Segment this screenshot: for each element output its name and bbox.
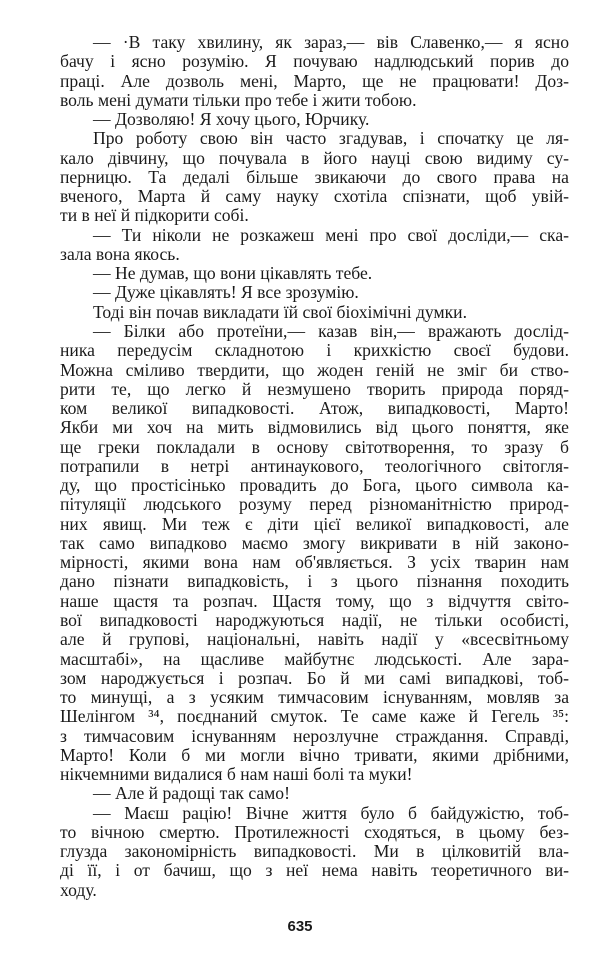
text-line: дано пізнати випадковість, і з цього пізнання походить — [60, 571, 569, 592]
text-line: Якби ми хоч на мить відмовились від цього поняття, яке — [60, 417, 569, 438]
text-line: зом народжується і розпач. Бо й ми самі випадкові, тоб- — [60, 667, 569, 688]
text-line: ком великої випадковості. Атож, випадковості, Марто! — [60, 398, 569, 419]
text-line: них явищ. Ми теж є діти цієї великої випадковості, але — [60, 513, 569, 534]
text-line: ника передусім складнотою і крихкістю своєї будови. — [60, 340, 569, 361]
text-line: ходу. — [60, 879, 97, 900]
text-line: — Ти ніколи не розкажеш мені про свої досліди,— ска- — [93, 224, 569, 245]
text-line: ти в неї й підкорити собі. — [60, 205, 249, 226]
text-line: воль мені думати тільки про тебе і жити тобою. — [60, 89, 417, 110]
text-line: ще греки покладали в основу світотворення, то зразу б — [60, 436, 569, 457]
text-line: вченого, Марта й саму науку схотіла спізнати, щоб увій- — [60, 186, 569, 207]
text-line: потрапили в нетрі антинаукового, теологічного світогля- — [60, 455, 569, 476]
text-line: — ·В таку хвилину, як зараз,— вів Славенко,— я ясно — [93, 32, 569, 52]
text-line: — Не думав, що вони цікавлять тебе. — [93, 263, 373, 284]
text-line: так само випадково маємо змогу викривати в ній законо- — [60, 532, 569, 553]
text-line: Тоді він почав викладати їй свої біохімічні думки. — [93, 301, 467, 322]
text-line: — Але й радощі так само! — [93, 783, 290, 804]
text-line: зала вона якось. — [60, 243, 180, 264]
text-line: пітуляції людського розуму перед різноманітністю природ- — [60, 494, 569, 515]
text-line: Марто! Коли б ми могли вічно тривати, якими дрібними, — [60, 744, 569, 765]
text-line: кало дівчину, що почувала в його науці свою видиму су- — [60, 147, 569, 168]
text-line: — Дуже цікавлять! Я все зрозумію. — [93, 282, 359, 303]
text-line: ді її, і от бачиш, що з неї нема навіть теоретичного ви- — [60, 860, 569, 881]
text-line: але й групові, національні, навіть надії у «всесвітньому — [60, 629, 569, 650]
text-line: наше щастя та розпач. Щастя тому, що з відчуття світо- — [60, 590, 569, 611]
text-line: ду, що простісінько провадить до Бога, цього символа ка- — [60, 475, 569, 496]
text-line: — Маєш рацію! Вічне життя було б байдужістю, тоб- — [93, 802, 569, 823]
text-line: то минущі, а з усяким тимчасовим існуванням, мовляв за — [60, 687, 569, 708]
text-line: бачу і ясно розумію. Я почуваю надлюдський порив до — [60, 51, 569, 72]
text-line: праці. Але дозволь мені, Марто, ще не працювати! Доз- — [60, 70, 569, 91]
text-line: перницю. Та дедалі більше звикаючи до свого права на — [60, 166, 569, 187]
body-text — [60, 33, 569, 900]
text-line: з тимчасовим існуванням нерозлучне страждання. Справді, — [60, 725, 569, 746]
text-line: Можна сміливо твердити, що жоден геній не зміг би ство- — [60, 359, 569, 380]
text-line: — Дозволяю! Я хочу цього, Юрчику. — [93, 109, 370, 130]
text-line: Про роботу свою він часто згадував, і спочатку це ля- — [93, 128, 569, 149]
text-line: рити те, що легко й незмушено творить природа поряд- — [60, 378, 569, 399]
page-number: 635 — [287, 918, 313, 935]
text-line: Шелінгом ³⁴, поєднаний смуток. Те саме каже й Гегель ³⁵: — [60, 706, 569, 727]
text-line: масштабі», на щасливе майбутнє людськості. Але зара- — [60, 648, 569, 669]
text-line: то вічною смертю. Протилежності сходяться, в цьому без- — [60, 821, 569, 842]
text-line: мірності, якими вона нам об'являється. З усіх тварин нам — [60, 552, 569, 573]
text-line: вої випадковості народжуються надії, не тільки особисті, — [60, 609, 569, 630]
text-line: глузда закономірність випадковості. Ми в цілковитій вла- — [60, 841, 569, 862]
text-line: нікчемними видалися б нам наші болі та муки! — [60, 764, 413, 785]
text-line: — Білки або протеїни,— казав він,— вражають дослід- — [93, 320, 569, 341]
